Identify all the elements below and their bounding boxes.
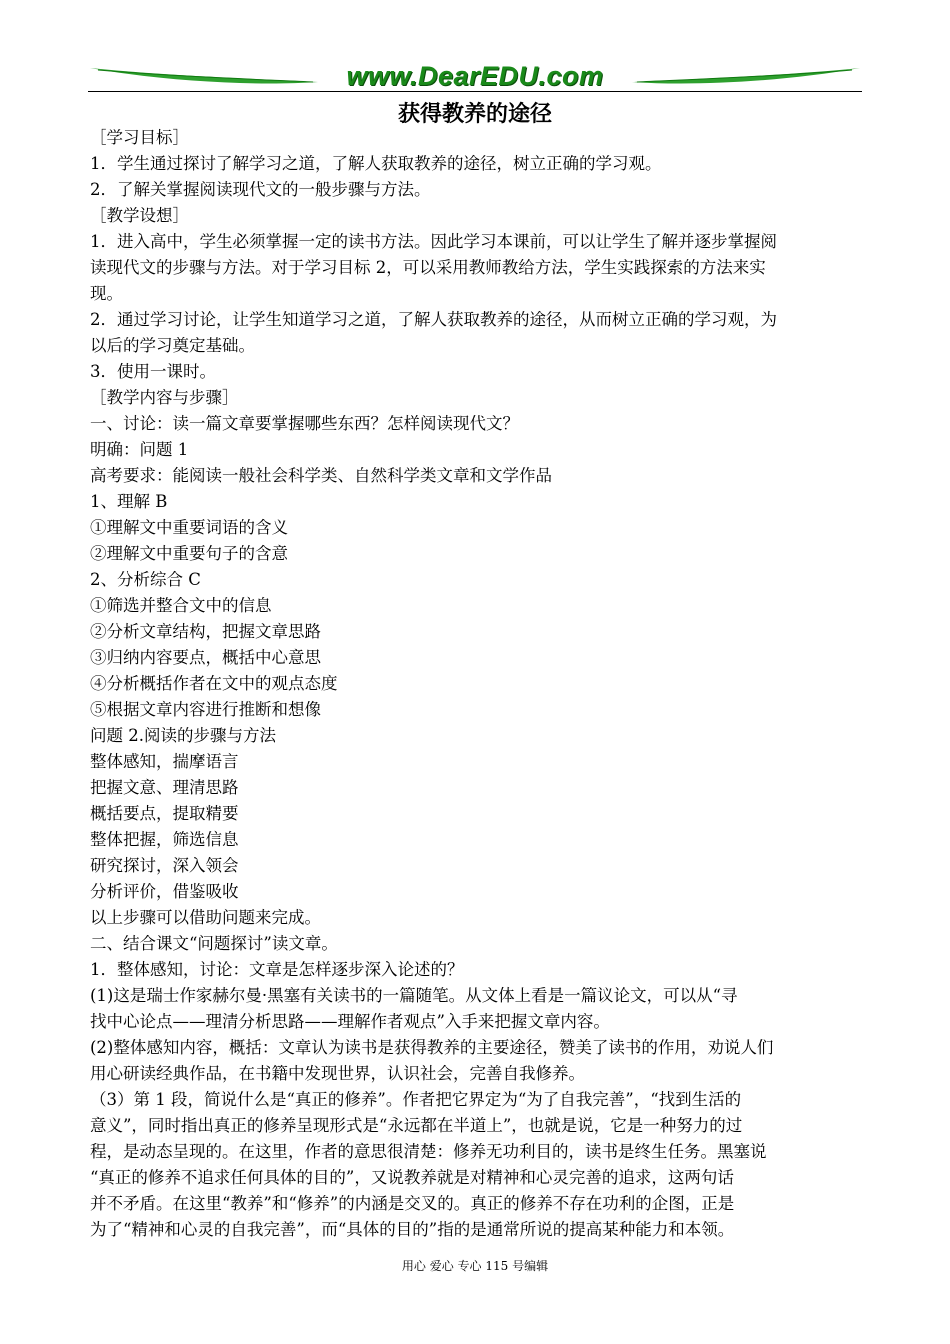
page-footer: 用心 爱心 专心 115 号编辑 (401, 1259, 549, 1273)
site-logo-banner (88, 60, 862, 94)
text-line: ④分析概括作者在文中的观点态度 (90, 674, 338, 693)
text-line: 明确：问题 1 (90, 440, 189, 459)
text-line: 找中心论点——理清分析思路——理解作者观点”入手来把握文章内容。 (90, 1012, 610, 1031)
text-line: 研究探讨，深入领会 (90, 856, 239, 875)
text-line: 并不矛盾。在这里“教养”和“修养”的内涵是交叉的。真正的修养不存在功利的企图，正是 (90, 1194, 735, 1213)
text-line: ①理解文中重要词语的含义 (90, 518, 288, 537)
text-line: ③归纳内容要点，概括中心意思 (90, 648, 321, 667)
text-line: ②理解文中重要句子的含意 (90, 544, 288, 563)
text-line: 2、分析综合 C (90, 570, 201, 589)
text-line: 1、理解 B (90, 492, 168, 511)
text-line: ①筛选并整合文中的信息 (90, 596, 272, 615)
text-line: ②分析文章结构，把握文章思路 (90, 622, 321, 641)
text-line: 2．通过学习讨论，让学生知道学习之道，了解人获取教养的途径，从而树立正确的学习观，为 (90, 310, 777, 329)
text-line: ⑤根据文章内容进行推断和想像 (90, 700, 321, 719)
text-line: ［学习目标］ (90, 128, 189, 147)
text-line: 以上步骤可以借助问题来完成。 (90, 908, 321, 927)
text-line: 读现代文的步骤与方法。对于学习目标 2，可以采用教师教给方法，学生实践探索的方法来实 (90, 258, 766, 277)
text-line: 2．了解关掌握阅读现代文的一般步骤与方法。 (90, 180, 431, 199)
text-line: 把握文意、理清思路 (90, 778, 239, 797)
text-line: 3．使用一课时。 (90, 362, 216, 381)
text-line: (2)整体感知内容，概括：文章认为读书是获得教养的主要途径，赞美了读书的作用，劝说人们 (90, 1038, 774, 1057)
text-line: 概括要点，提取精要 (90, 804, 239, 823)
text-line: (1)这是瑞士作家赫尔曼·黑塞有关读书的一篇随笔。从文体上看是一篇议论文，可以从“寻 (90, 986, 738, 1005)
text-line: 整体感知，揣摩语言 (90, 752, 239, 771)
document-body (90, 125, 870, 1243)
text-line: 意义”，同时指出真正的修养呈现形式是“永远都在半道上”，也就是说，它是一种努力的过 (90, 1116, 743, 1135)
text-line: ［教学设想］ (90, 206, 189, 225)
text-line: 1．进入高中，学生必须掌握一定的读书方法。因此学习本课前，可以让学生了解并逐步掌握阅 (90, 232, 777, 251)
text-line: 现。 (90, 284, 123, 303)
header-divider (88, 91, 862, 92)
text-line: “真正的修养不追求任何具体的目的”，又说教养就是对精神和心灵完善的追求，这两句话 (90, 1168, 734, 1187)
text-line: 高考要求：能阅读一般社会科学类、自然科学类文章和文学作品 (90, 466, 552, 485)
text-line: 以后的学习奠定基础。 (90, 336, 255, 355)
text-line: 为了“精神和心灵的自我完善”，而“具体的目的”指的是通常所说的提高某种能力和本领。 (90, 1220, 735, 1239)
site-logo-text: www.DearEDU.com (346, 61, 604, 91)
text-line: （3）第 1 段，简说什么是“真正的修养”。作者把它界定为“为了自我完善”，“找到生活的 (90, 1090, 742, 1109)
text-line: 一、讨论：读一篇文章要掌握哪些东西？怎样阅读现代文？ (90, 414, 519, 433)
text-line: ［教学内容与步骤］ (90, 388, 239, 407)
text-line: 1．整体感知，讨论：文章是怎样逐步深入论述的？ (90, 960, 464, 979)
text-line: 问题 2.阅读的步骤与方法 (90, 726, 276, 745)
text-line: 整体把握，筛选信息 (90, 830, 239, 849)
text-line: 1．学生通过探讨了解学习之道，了解人获取教养的途径，树立正确的学习观。 (90, 154, 662, 173)
text-line: 二、结合课文“问题探讨”读文章。 (90, 934, 338, 953)
text-line: 分析评价，借鉴吸收 (90, 882, 239, 901)
text-line: 程，是动态呈现的。在这里，作者的意思很清楚：修养无功利目的，读书是终生任务。黑塞说 (90, 1142, 767, 1161)
text-line: 用心研读经典作品，在书籍中发现世界，认识社会，完善自我修养。 (90, 1064, 585, 1083)
document-title: 获得教养的途径 (397, 102, 552, 127)
